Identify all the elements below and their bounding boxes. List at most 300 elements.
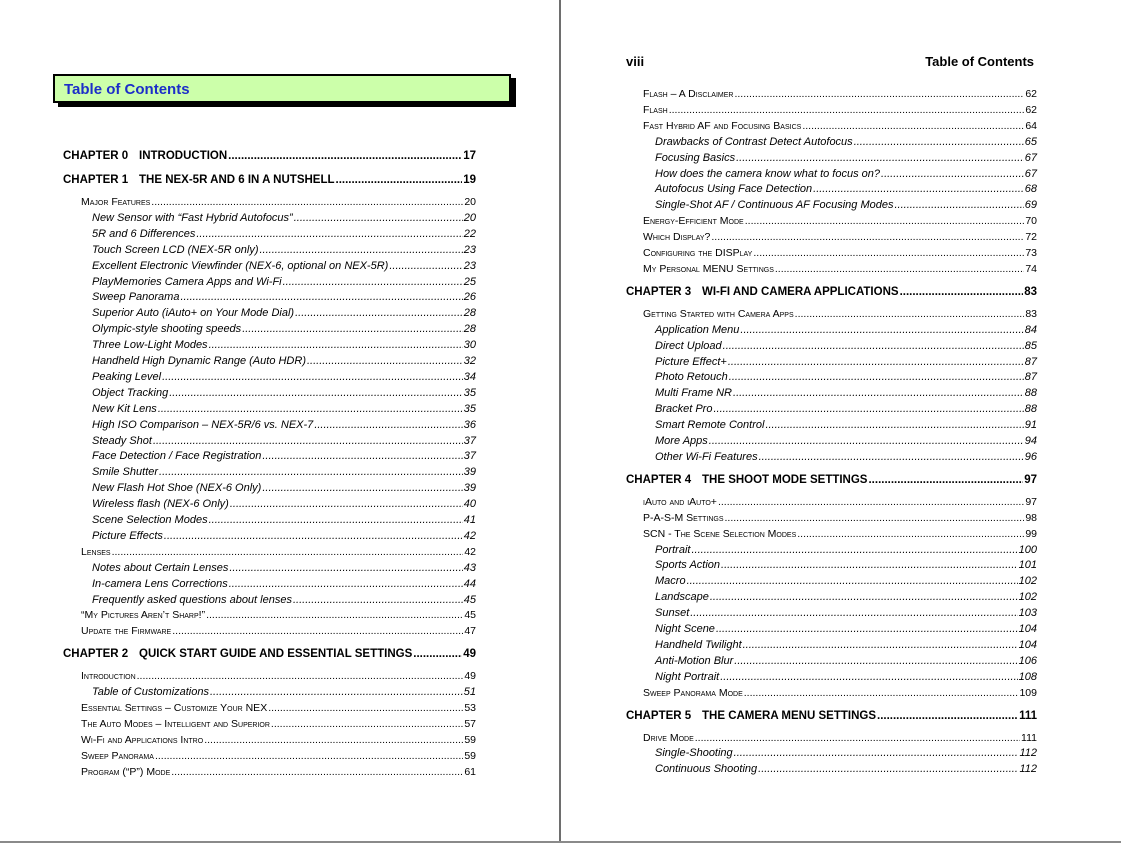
dot-leader [711, 231, 1024, 243]
toc-entry[interactable] [92, 562, 476, 574]
toc-entry[interactable] [643, 687, 1037, 699]
entry-title: Getting Started with Camera Apps [643, 307, 794, 320]
entry-title: Major Features [81, 196, 151, 208]
dot-leader [813, 183, 1024, 195]
dot-leader [720, 671, 1017, 683]
toc-entry[interactable] [643, 88, 1037, 100]
entry-page-number: 35 [463, 402, 476, 415]
toc-entry[interactable] [81, 750, 476, 762]
toc-entry[interactable] [643, 120, 1037, 132]
entry-title: Other Wi-Fi Features [655, 450, 758, 463]
entry-title: Focusing Basics [655, 151, 736, 164]
dot-leader [159, 466, 463, 478]
dot-leader [260, 244, 463, 256]
toc-entry[interactable] [63, 648, 476, 660]
entry-page-number: 59 [464, 749, 476, 762]
dot-leader [759, 451, 1024, 463]
chapter-number: CHAPTER 3 [626, 285, 692, 298]
entry-page-number: 99 [1025, 527, 1037, 540]
toc-entry[interactable] [643, 215, 1037, 227]
dot-leader [718, 496, 1024, 508]
chapter-heading [63, 174, 335, 186]
toc-entry[interactable] [655, 655, 1037, 667]
entry-title: Landscape [655, 591, 709, 604]
entry-title: More Apps [655, 435, 708, 447]
dot-leader [196, 228, 462, 240]
entry-page-number: 103 [1018, 607, 1037, 620]
toc-entry[interactable] [655, 136, 1037, 148]
chapter-heading [626, 286, 899, 298]
toc-entry[interactable] [655, 747, 1037, 759]
page-number: viii [626, 54, 645, 69]
toc-entry[interactable] [92, 212, 476, 224]
entry-title: 5R and 6 Differences [92, 227, 196, 240]
entry-page-number: 53 [464, 702, 476, 714]
toc-entry[interactable] [655, 324, 1037, 336]
dot-leader [753, 247, 1024, 259]
dot-leader [229, 578, 463, 590]
toc-entry[interactable] [643, 104, 1037, 116]
entry-page-number: 87 [1024, 355, 1037, 368]
entry-title: Touch Screen LCD (NEX-5R only) [92, 243, 259, 256]
dot-leader [877, 710, 1018, 722]
toc-entry[interactable] [81, 625, 476, 637]
entry-title: Flash – A Disclaimer [643, 88, 734, 100]
toc-entry[interactable] [626, 710, 1037, 722]
toc-entry[interactable] [92, 276, 476, 288]
toc-entry[interactable] [655, 371, 1037, 383]
entry-title: “My Pictures Aren’t Sharp!” [81, 609, 206, 622]
dot-leader [765, 419, 1023, 431]
chapter-heading [626, 710, 876, 722]
toc-entry[interactable] [643, 496, 1037, 508]
entry-title: Sweep Panorama [81, 749, 154, 762]
entry-page-number: 70 [1025, 215, 1037, 228]
dot-leader [868, 474, 1023, 486]
toc-entry[interactable] [92, 260, 476, 272]
entry-page-number: 42 [463, 529, 476, 542]
toc-heading: Table of Contents [64, 81, 190, 98]
entry-title: Autofocus Using Face Detection [655, 183, 813, 196]
entry-title: WI-FI AND CAMERA APPLICATIONS [702, 285, 899, 298]
dot-leader [307, 355, 463, 367]
dot-leader [262, 450, 462, 462]
entry-title: PlayMemories Camera Apps and Wi-Fi [92, 275, 282, 288]
toc-entry[interactable] [92, 244, 476, 256]
entry-page-number: 49 [464, 670, 476, 683]
toc-entry[interactable] [655, 387, 1037, 399]
chapter-number: CHAPTER 2 [63, 648, 129, 661]
dot-leader [854, 136, 1024, 148]
dot-leader [336, 174, 463, 186]
entry-page-number: 36 [463, 418, 476, 431]
toc-entry[interactable] [63, 150, 476, 162]
entry-title: Three Low-Light Modes [92, 339, 208, 352]
toc-entry[interactable] [655, 356, 1037, 368]
toc-entry[interactable] [655, 403, 1037, 415]
entry-title: Direct Upload [655, 339, 722, 352]
entry-page-number: 39 [463, 466, 476, 479]
dot-leader [736, 152, 1024, 164]
entry-title: Night Scene [655, 623, 715, 635]
dot-leader [725, 512, 1025, 524]
toc-entry[interactable] [643, 512, 1037, 524]
dot-leader [728, 356, 1024, 368]
toc-entry[interactable] [81, 196, 476, 208]
toc-entry[interactable] [643, 528, 1037, 540]
dot-leader [723, 340, 1024, 352]
entry-page-number: 74 [1025, 262, 1037, 275]
entry-page-number: 26 [463, 291, 476, 304]
entry-title: Energy-Efficient Mode [643, 215, 744, 228]
entry-page-number: 34 [463, 370, 476, 383]
dot-leader [716, 623, 1018, 635]
toc-entry[interactable] [92, 419, 476, 431]
dot-leader [713, 403, 1023, 415]
dot-leader [740, 324, 1023, 336]
entry-page-number: 97 [1024, 473, 1037, 486]
dot-leader [158, 403, 463, 415]
entry-page-number: 72 [1025, 231, 1037, 244]
dot-leader [690, 607, 1017, 619]
entry-page-number: 69 [1024, 199, 1037, 212]
entry-title: Which Display? [643, 231, 711, 244]
dot-leader [151, 196, 463, 208]
entry-title: P-A-S-M Settings [643, 511, 724, 524]
toc-entry[interactable] [655, 152, 1037, 164]
dot-leader [721, 559, 1018, 571]
toc-entry[interactable] [655, 623, 1037, 635]
toc-entry[interactable] [643, 247, 1037, 259]
entry-title: Sweep Panorama [92, 291, 180, 304]
entry-title: Fast Hybrid AF and Focusing Basics [643, 119, 802, 132]
toc-entry[interactable] [655, 591, 1037, 603]
entry-page-number: 104 [1018, 638, 1037, 651]
entry-page-number: 32 [463, 355, 476, 367]
toc-entry[interactable] [643, 263, 1037, 275]
entry-title: Wi-Fi and Applications Intro [81, 733, 204, 746]
entry-page-number: 67 [1024, 167, 1037, 180]
dot-leader [389, 260, 462, 272]
dot-leader [169, 387, 463, 399]
dot-leader [153, 435, 463, 447]
entry-page-number: 35 [463, 386, 476, 399]
entry-page-number: 102 [1018, 575, 1037, 588]
entry-page-number: 28 [463, 323, 476, 336]
dot-leader [155, 750, 463, 762]
dot-leader [180, 291, 462, 303]
entry-page-number: 104 [1018, 623, 1037, 635]
entry-page-number: 47 [464, 625, 476, 638]
entry-title: Peaking Level [92, 370, 162, 383]
dot-leader [795, 308, 1025, 320]
entry-page-number: 20 [463, 211, 476, 224]
entry-page-number: 108 [1018, 670, 1037, 683]
toc-entry[interactable] [643, 308, 1037, 320]
toc-entry[interactable] [655, 671, 1037, 683]
entry-title: Multi Frame NR [655, 387, 733, 400]
entry-page-number: 73 [1025, 247, 1037, 259]
right-page [561, 0, 1121, 843]
entry-page-number: 37 [463, 450, 476, 463]
toc-entry[interactable] [92, 228, 476, 240]
entry-title: In-camera Lens Corrections [92, 577, 228, 590]
entry-page-number: 98 [1025, 511, 1037, 524]
dot-leader [204, 734, 463, 746]
entry-title: Bracket Pro [655, 403, 713, 416]
entry-page-number: 61 [464, 765, 476, 778]
entry-title: Table of Customizations [92, 686, 209, 699]
dot-leader [743, 639, 1018, 651]
entry-title: Smile Shutter [92, 466, 159, 479]
dot-leader [695, 732, 1020, 744]
dot-leader [229, 562, 462, 574]
dot-leader [314, 419, 462, 431]
entry-title: Handheld High Dynamic Range (Auto HDR) [92, 355, 306, 367]
dot-leader [691, 544, 1017, 556]
entry-page-number: 42 [464, 545, 476, 558]
entry-page-number: 96 [1024, 450, 1037, 463]
toc-entry[interactable] [81, 766, 476, 778]
entry-title: Face Detection / Face Registration [92, 450, 262, 463]
toc-entry[interactable] [81, 609, 476, 621]
entry-title: Lenses [81, 545, 111, 558]
entry-title: Drive Mode [643, 731, 694, 744]
dot-leader [745, 215, 1025, 227]
toc-entry[interactable] [92, 371, 476, 383]
entry-page-number: 28 [463, 307, 476, 320]
entry-page-number: 65 [1024, 135, 1037, 148]
chapter-number: CHAPTER 1 [63, 174, 129, 186]
dot-leader [242, 323, 463, 335]
dot-leader [687, 575, 1018, 587]
dot-leader [802, 120, 1024, 132]
dot-leader [137, 670, 464, 682]
entry-page-number: 62 [1025, 88, 1037, 100]
dot-leader [775, 263, 1024, 275]
toc-entry[interactable] [92, 339, 476, 351]
dot-leader [797, 528, 1024, 540]
entry-title: Olympic-style shooting speeds [92, 323, 242, 336]
entry-page-number: 51 [463, 686, 476, 699]
toc-entry[interactable] [81, 734, 476, 746]
toc-entry[interactable] [643, 231, 1037, 243]
toc-entry[interactable] [92, 355, 476, 367]
toc-entry[interactable] [655, 451, 1037, 463]
toc-entry[interactable] [655, 340, 1037, 352]
entry-title: New Kit Lens [92, 402, 157, 415]
dot-leader [758, 763, 1018, 775]
entry-page-number: 102 [1018, 591, 1037, 604]
entry-page-number: 87 [1024, 371, 1037, 384]
entry-title: Scene Selection Modes [92, 514, 208, 526]
entry-title: Smart Remote Control [655, 419, 765, 432]
entry-title: INTRODUCTION [139, 150, 228, 162]
dot-leader [295, 307, 463, 319]
entry-title: New Flash Hot Shoe (NEX-6 Only) [92, 482, 262, 495]
chapter-number: CHAPTER 5 [626, 709, 692, 722]
dot-leader [293, 594, 463, 606]
entry-page-number: 112 [1019, 747, 1037, 760]
toc-entry[interactable] [655, 544, 1037, 556]
dot-leader [210, 686, 463, 698]
entry-title: Anti-Motion Blur [655, 654, 734, 667]
entry-title: Sweep Panorama Mode [643, 686, 743, 699]
dot-leader [171, 766, 463, 778]
entry-title: Handheld Twilight [655, 638, 742, 651]
toc-entry[interactable] [655, 435, 1037, 447]
entry-page-number: 111 [1019, 709, 1037, 722]
entry-title: Picture Effect+ [655, 355, 727, 368]
toc-entry[interactable] [655, 559, 1037, 571]
dot-leader [209, 514, 463, 526]
dot-leader [709, 435, 1024, 447]
toc-entry[interactable] [92, 403, 476, 415]
dot-leader [230, 498, 463, 510]
toc-entry[interactable] [81, 670, 476, 682]
entry-page-number: 22 [463, 227, 476, 240]
entry-title: Sports Action [655, 559, 721, 572]
entry-page-number: 84 [1024, 323, 1037, 336]
entry-page-number: 59 [464, 733, 476, 746]
toc-entry[interactable] [92, 530, 476, 542]
toc-entry[interactable] [92, 686, 476, 698]
toc-entry[interactable] [92, 387, 476, 399]
entry-title: New Sensor with “Fast Hybrid Autofocus” [92, 211, 293, 224]
entry-page-number: 64 [1025, 119, 1037, 132]
entry-title: High ISO Comparison – NEX-5R/6 vs. NEX-7 [92, 418, 314, 431]
toc-entry[interactable] [655, 183, 1037, 195]
dot-leader [294, 212, 463, 224]
entry-page-number: 100 [1018, 543, 1037, 556]
entry-title: THE SHOOT MODE SETTINGS [702, 473, 868, 486]
dot-leader [268, 702, 463, 714]
entry-page-number: 97 [1025, 495, 1037, 508]
dot-leader [283, 276, 463, 288]
dot-leader [209, 339, 463, 351]
entry-title: Photo Retouch [655, 371, 728, 384]
toc-entry[interactable] [626, 286, 1037, 298]
entry-page-number: 67 [1024, 151, 1037, 164]
dot-leader [172, 625, 463, 637]
toc-entry[interactable] [655, 639, 1037, 651]
entry-page-number: 83 [1025, 307, 1037, 320]
toc-entry[interactable] [92, 291, 476, 303]
entry-title: Configuring the DISPlay [643, 247, 753, 259]
entry-page-number: 83 [1024, 285, 1037, 298]
toc-entry[interactable] [81, 718, 476, 730]
entry-title: Program (“P”) Mode [81, 765, 171, 778]
dot-leader [900, 286, 1024, 298]
entry-page-number: 17 [463, 150, 476, 162]
toc-entry[interactable] [655, 763, 1037, 775]
toc-entry[interactable] [655, 607, 1037, 619]
entry-title: Notes about Certain Lenses [92, 561, 229, 574]
entry-page-number: 23 [463, 243, 476, 256]
toc-entry[interactable] [92, 435, 476, 447]
toc-entry[interactable] [92, 307, 476, 319]
dot-leader [744, 687, 1019, 699]
dot-leader [734, 655, 1017, 667]
dot-leader [228, 150, 462, 162]
entry-page-number: 44 [463, 577, 476, 590]
chapter-number: CHAPTER 0 [63, 150, 129, 162]
entry-title: Sunset [655, 607, 690, 620]
entry-title: Continuous Shooting [655, 763, 758, 776]
entry-page-number: 112 [1019, 763, 1037, 776]
entry-page-number: 43 [463, 561, 476, 574]
entry-title: iAuto and iAuto+ [643, 495, 717, 508]
dot-leader [729, 371, 1024, 383]
entry-title: How does the camera know what to focus on? [655, 167, 881, 180]
dot-leader [710, 591, 1018, 603]
toc-entry[interactable] [92, 466, 476, 478]
entry-title: Excellent Electronic Viewfinder (NEX-6, optional on NEX-5R) [92, 259, 389, 272]
entry-title: THE NEX-5R AND 6 IN A NUTSHELL [139, 174, 335, 186]
toc-entry[interactable] [92, 482, 476, 494]
entry-page-number: 57 [464, 717, 476, 730]
chapter-heading [63, 150, 227, 162]
entry-title: Night Portrait [655, 670, 720, 683]
dot-leader [271, 718, 463, 730]
toc-entry[interactable] [92, 594, 476, 606]
entry-title: Update the Firmware [81, 625, 172, 638]
entry-page-number: 101 [1018, 559, 1037, 572]
toc-entry[interactable] [63, 174, 476, 186]
toc-entry[interactable] [643, 732, 1037, 744]
entry-page-number: 41 [463, 514, 476, 526]
chapter-heading [626, 474, 867, 486]
dot-leader [164, 530, 463, 542]
running-title: Table of Contents [925, 54, 1034, 69]
dot-leader [734, 747, 1019, 759]
entry-title: Application Menu [655, 323, 740, 336]
toc-entry[interactable] [92, 514, 476, 526]
dot-leader [162, 371, 463, 383]
entry-title: SCN - The Scene Selection Modes [643, 527, 797, 540]
toc-entry[interactable] [81, 702, 476, 714]
chapter-number: CHAPTER 4 [626, 473, 692, 486]
entry-page-number: 39 [463, 482, 476, 495]
toc-entry[interactable] [92, 578, 476, 590]
entry-page-number: 40 [463, 498, 476, 511]
toc-entry[interactable] [655, 168, 1037, 180]
toc-entry[interactable] [92, 450, 476, 462]
entry-title: Object Tracking [92, 386, 169, 399]
entry-title: Introduction [81, 670, 136, 683]
toc-entry[interactable] [655, 575, 1037, 587]
entry-title: Superior Auto (iAuto+ on Your Mode Dial) [92, 307, 295, 320]
toc-entry[interactable] [81, 546, 476, 558]
toc-entry[interactable] [655, 419, 1037, 431]
entry-title: Steady Shot [92, 434, 152, 447]
toc-entry[interactable] [655, 199, 1037, 211]
toc-heading-box [53, 74, 511, 103]
entry-title: Macro [655, 575, 686, 588]
toc-entry[interactable] [626, 474, 1037, 486]
dot-leader [881, 168, 1024, 180]
left-page [0, 0, 559, 843]
entry-title: Drawbacks of Contrast Detect Autofocus [655, 135, 853, 148]
chapter-heading [63, 648, 412, 660]
entry-title: THE CAMERA MENU SETTINGS [702, 709, 876, 722]
entry-title: QUICK START GUIDE AND ESSENTIAL SETTINGS [139, 648, 413, 661]
entry-title: Portrait [655, 543, 691, 556]
entry-page-number: 88 [1024, 387, 1037, 400]
toc-entry[interactable] [92, 498, 476, 510]
toc-entry[interactable] [92, 323, 476, 335]
entry-page-number: 85 [1024, 339, 1037, 352]
